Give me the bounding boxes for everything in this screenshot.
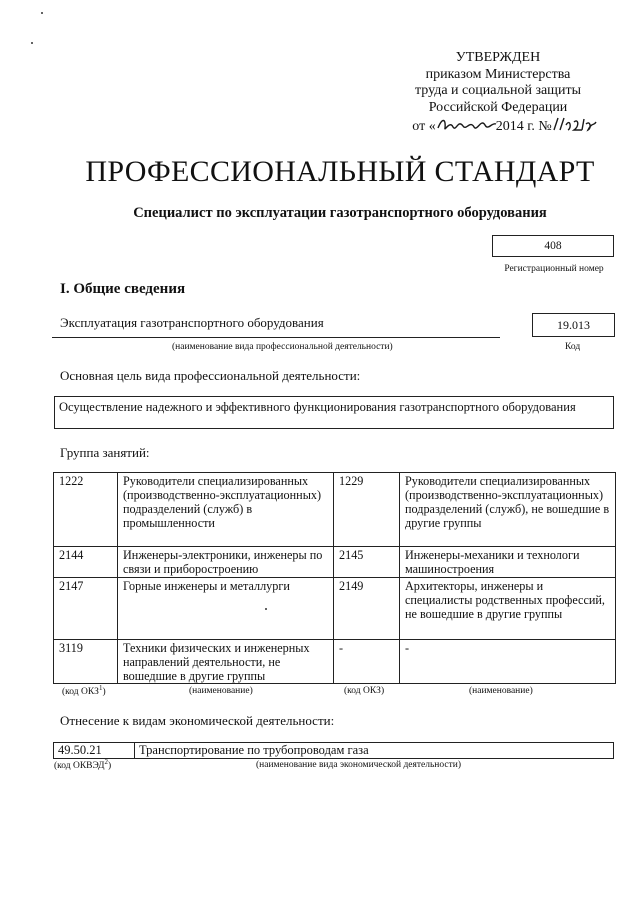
approval-date-prefix: от « — [412, 119, 436, 134]
economic-heading: Отнесение к видам экономической деятельности: — [60, 713, 335, 728]
okz-name-cell: - — [400, 640, 616, 684]
approval-date-suffix: 2014 г. № — [495, 119, 552, 134]
approval-line-4: Российской Федерации — [428, 99, 568, 115]
okz-name-cell: Горные инженеры и металлурги — [118, 578, 334, 640]
okz-code-cell: 1229 — [334, 473, 400, 547]
table-row — [54, 640, 616, 684]
okz-code-cell: 2145 — [334, 547, 400, 578]
approval-block — [393, 50, 603, 136]
activity-underline — [52, 337, 500, 338]
scan-speck — [41, 12, 43, 14]
okz-code-caption — [62, 684, 106, 697]
goal-box — [54, 396, 614, 429]
activity-caption: (наименование вида профессиональной деятельности) — [172, 342, 393, 352]
occupations-table — [53, 472, 616, 684]
okved-name-caption: (наименование вида экономической деятельности) — [256, 760, 461, 770]
okved-code-caption-text: (код ОКВЭД — [54, 761, 105, 772]
handwritten-day-month — [436, 116, 468, 130]
registration-number-label: Регистрационный номер — [504, 264, 604, 274]
okz-name-cell: Инженеры-механики и технологи машиностроения — [400, 547, 616, 578]
handwritten-order-number — [552, 116, 584, 130]
okz-name-cell: Инженеры-электроники, инженеры по связи и приборостроению — [118, 547, 334, 578]
approval-line-2: приказом Министерства — [425, 66, 571, 82]
okz-code-caption-close: ) — [102, 687, 106, 698]
occupations-heading: Группа занятий: — [60, 445, 150, 460]
okz-name-caption-2: (наименование) — [469, 686, 533, 696]
approval-date-line — [393, 116, 603, 136]
okz-name-cell: Архитекторы, инженеры и специалисты родственных профессий, не вошедшие в другие группы — [400, 578, 616, 640]
document-subtitle: Специалист по эксплуатации газотранспортного оборудования — [133, 205, 547, 221]
okz-code-cell: 2149 — [334, 578, 400, 640]
registration-number-box: 408 — [492, 235, 614, 257]
footnote-1-mark: 1 — [98, 684, 103, 692]
okz-name-cell: Руководители специализированных (производственно-эксплуатационных) подразделений (служб), не вошедшие в другие группы — [400, 473, 616, 547]
okz-name-cell: Техники физических и инженерных направлений деятельности, не вошедшие в другие группы — [118, 640, 334, 684]
goal-text: Осуществление надежного и эффективного функционирования газотранспортного оборудования — [59, 400, 576, 414]
activity-name: Эксплуатация газотранспортного оборудования — [60, 315, 324, 330]
section-title: I. Общие сведения — [60, 281, 186, 297]
okz-code-caption-2: (код ОКЗ) — [344, 686, 385, 696]
table-row — [54, 547, 616, 578]
scan-speck — [31, 42, 33, 44]
footnote-2-mark: 2 — [104, 758, 108, 766]
activity-code-label: Код — [565, 342, 581, 352]
okved-box — [53, 742, 614, 759]
okz-code-cell: - — [334, 640, 400, 684]
okved-code-caption — [54, 758, 111, 771]
approval-line-3: труда и социальной защиты — [415, 83, 581, 98]
document-title: ПРОФЕССИОНАЛЬНЫЙ СТАНДАРТ — [85, 155, 595, 188]
okved-name: Транспортирование по трубопроводам газа — [139, 743, 369, 757]
okz-code-cell: 1222 — [54, 473, 118, 547]
goal-heading: Основная цель вида профессиональной деятельности: — [60, 368, 361, 383]
okz-name-caption-1: (наименование) — [189, 686, 253, 696]
table-row — [54, 473, 616, 547]
okz-code-cell: 2144 — [54, 547, 118, 578]
okved-code: 49.50.21 — [58, 743, 102, 757]
okved-code-caption-close: ) — [107, 761, 112, 772]
okved-divider — [134, 742, 135, 759]
okz-code-caption-text: (код ОКЗ — [62, 687, 99, 698]
activity-code-box: 19.013 — [532, 313, 615, 337]
okz-code-cell: 3119 — [54, 640, 118, 684]
okz-code-cell: 2147 — [54, 578, 118, 640]
table-row — [54, 578, 616, 640]
approval-line-1: УТВЕРЖДЕН — [455, 50, 541, 65]
okz-name-cell: Руководители специализированных (производственно-эксплуатационных) подразделений (служб) в промышленности — [118, 473, 334, 547]
